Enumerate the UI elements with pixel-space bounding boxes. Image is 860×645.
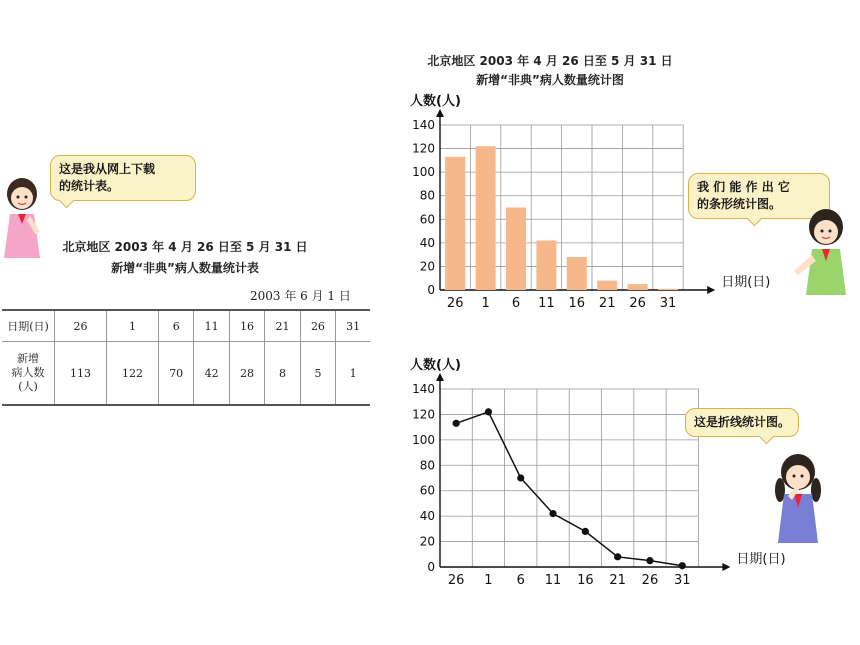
data-point <box>485 408 492 415</box>
line-chart <box>395 340 786 595</box>
data-point <box>517 474 524 481</box>
y-tick-label: 80 <box>419 188 435 203</box>
value-cell: 122 <box>106 342 158 406</box>
bar <box>567 257 587 290</box>
bar <box>658 289 678 290</box>
bubble-line-2: 的条形统计图。 <box>697 197 782 211</box>
value-cell: 1 <box>336 342 370 406</box>
table-row-values <box>2 342 370 406</box>
x-tick-label: 21 <box>609 573 626 588</box>
data-point <box>549 510 556 517</box>
value-cell: 5 <box>300 342 335 406</box>
date-cell: 26 <box>300 310 335 342</box>
x-tick-label: 1 <box>484 573 493 588</box>
x-tick-label: 6 <box>511 296 521 311</box>
bar <box>506 208 526 291</box>
y-axis-arrow <box>436 373 444 381</box>
y-tick-label: 20 <box>419 259 435 274</box>
speech-bubble-table <box>50 155 196 201</box>
data-point <box>679 562 686 569</box>
data-point <box>582 528 589 535</box>
value-cell: 70 <box>158 342 193 406</box>
x-tick-label: 16 <box>568 296 586 311</box>
date-cell: 31 <box>336 310 370 342</box>
speech-bubble-line <box>685 408 799 437</box>
date-cell: 1 <box>106 310 158 342</box>
x-tick-label: 26 <box>641 573 659 588</box>
date-cell: 11 <box>194 310 229 342</box>
x-tick-label: 16 <box>577 573 594 588</box>
bar <box>628 284 648 290</box>
bar-chart-title: 北京地区 2003 年 4 月 26 日至 5 月 31 日 <box>427 54 673 68</box>
x-tick-label: 11 <box>544 573 562 588</box>
value-cell: 113 <box>55 342 107 406</box>
table-title-line1: 北京地区 2003 年 4 月 26 日至 5 月 31 日 <box>62 240 308 254</box>
bar <box>536 241 556 291</box>
new-cases-header-cell <box>2 342 55 406</box>
table-title-line2: 新增“非典”病人数量统计表 <box>111 261 259 275</box>
x-tick-label: 31 <box>659 296 677 311</box>
new-cases-header-line2: 病人数 <box>11 366 45 379</box>
y-tick-label: 40 <box>419 509 435 524</box>
bar-chart-subtitle: 新增“非典”病人数量统计图 <box>476 73 624 87</box>
y-tick-label: 20 <box>419 534 435 549</box>
data-point <box>614 553 621 560</box>
y-axis-label: 人数(人) <box>410 358 461 373</box>
date-cell: 21 <box>265 310 300 342</box>
bubble-text: 这是折线统计图。 <box>694 415 791 429</box>
bubble-line-2: 的统计表。 <box>59 179 120 193</box>
y-tick-label: 80 <box>419 458 435 473</box>
x-axis-arrow <box>707 286 715 294</box>
bubble-line-1: 我 们 能 作 出 它 <box>697 180 790 194</box>
data-point <box>453 420 460 427</box>
girl-illustration-bottom <box>768 450 828 545</box>
date-cell: 6 <box>158 310 193 342</box>
y-tick-label: 140 <box>412 382 435 396</box>
statistics-table <box>2 309 370 406</box>
data-point <box>646 557 653 564</box>
x-tick-label: 6 <box>516 573 525 588</box>
x-axis-label: 日期(日) <box>736 552 786 567</box>
y-tick-label: 100 <box>412 432 435 447</box>
girl-illustration-right <box>790 205 858 297</box>
y-tick-label: 140 <box>412 118 435 132</box>
y-tick-label: 0 <box>427 560 435 574</box>
y-tick-label: 40 <box>419 235 435 250</box>
value-cell: 8 <box>265 342 300 406</box>
date-header-cell: 日期(日) <box>2 310 55 342</box>
new-cases-header-line3: (人) <box>18 380 38 393</box>
x-tick-label: 21 <box>598 296 616 311</box>
table-row-dates <box>2 310 370 342</box>
x-tick-label: 31 <box>673 573 691 588</box>
x-tick-label: 26 <box>629 296 646 311</box>
bar <box>445 157 465 290</box>
x-tick-label: 26 <box>446 296 464 311</box>
y-tick-label: 0 <box>427 283 435 297</box>
y-tick-label: 60 <box>419 212 435 227</box>
date-cell: 16 <box>229 310 264 342</box>
value-cell: 28 <box>229 342 264 406</box>
bar <box>476 146 496 290</box>
bar <box>597 281 617 290</box>
y-axis-label: 人数(人) <box>410 94 461 109</box>
y-tick-label: 60 <box>419 483 435 498</box>
y-tick-label: 100 <box>412 165 435 180</box>
bubble-line-1: 这是我从网上下载 <box>59 162 156 176</box>
new-cases-header-line1: 新增 <box>17 352 39 365</box>
y-axis-arrow <box>436 109 444 117</box>
value-cell: 42 <box>194 342 229 406</box>
x-tick-label: 11 <box>538 296 555 311</box>
x-tick-label: 1 <box>481 296 490 311</box>
table-date: 2003 年 6 月 1 日 <box>250 289 351 303</box>
y-tick-label: 120 <box>412 407 435 422</box>
date-cell: 26 <box>55 310 107 342</box>
y-tick-label: 120 <box>412 141 435 156</box>
x-axis-label: 日期(日) <box>721 275 771 290</box>
x-axis-arrow <box>722 563 730 571</box>
x-tick-label: 26 <box>447 573 465 588</box>
